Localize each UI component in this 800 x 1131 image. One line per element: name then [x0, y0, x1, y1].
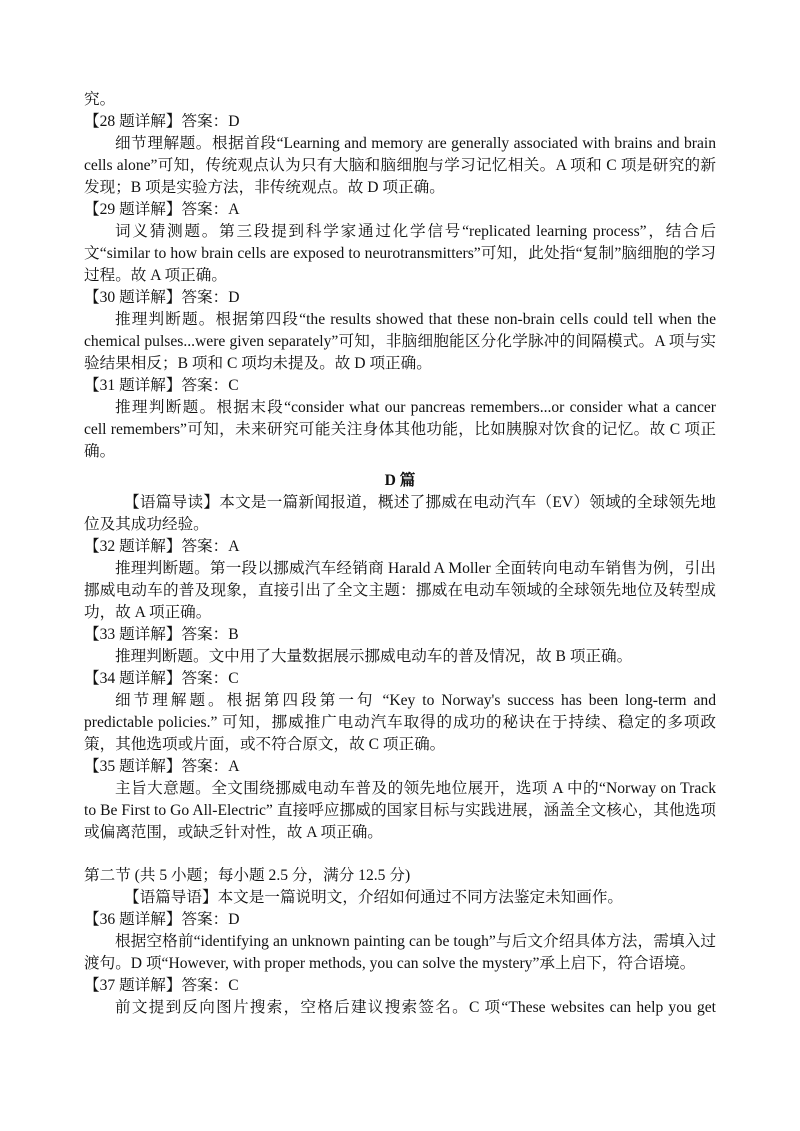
answer-header: 【37 题详解】答案：C	[84, 977, 239, 994]
explanation-body: 细节理解题。根据第四段第一句 “Key to Norway's success has been long-term and predictable policies.” 可知，挪威推广电动汽车取得的成功的秘诀在于持续、稳定的多项政策，其他选项或片面，或不符合原文，故 C 项正确。	[84, 692, 716, 753]
question-explanation-33	[84, 624, 716, 668]
question-explanation-35	[84, 756, 716, 844]
answer-header: 【32 题详解】答案：A	[84, 538, 240, 555]
answer-header: 【33 题详解】答案：B	[84, 626, 239, 643]
explanation-body: 推理判断题。文中用了大量数据展示挪威电动车的普及情况，故 B 项正确。	[115, 648, 633, 665]
explanation-body: 前文提到反向图片搜索，空格后建议搜索签名。C 项“These websites can help you get	[115, 999, 716, 1016]
passage-guide: 【语篇导语】本文是一篇说明文，介绍如何通过不同方法鉴定未知画作。	[124, 889, 624, 906]
explanation-body: 推理判断题。根据末段“consider what our pancreas remembers...or consider what a cancer cell remembers”可知，未来研究可能关注身体其他功能，比如胰腺对饮食的记忆。故 C 项正确。	[84, 399, 716, 460]
document-page	[84, 89, 716, 1019]
answer-header: 【36 题详解】答案：D	[84, 911, 240, 928]
continued-text: 究。	[84, 91, 116, 108]
answer-header: 【31 题详解】答案：C	[84, 377, 239, 394]
explanation-body: 主旨大意题。全文围绕挪威电动车普及的领先地位展开，选项 A 中的“Norway on Track to Be First to Go All-Electric” 直接呼应挪威的国家目标与实践进展，涵盖全文核心，其他选项或偏离范围，或缺乏针对性，故 A 项正确。	[84, 780, 716, 841]
explanation-body: 推理判断题。根据第四段“the results showed that these non-brain cells could tell when the chemical pulses...were given separately”可知，非脑细胞能区分化学脉冲的间隔模式。A 项与实验结果相反；B 项和 C 项均未提及。故 D 项正确。	[84, 311, 716, 372]
section-two-title: 第二节 (共 5 小题；每小题 2.5 分，满分 12.5 分)	[84, 867, 411, 884]
answer-header: 【34 题详解】答案：C	[84, 670, 239, 687]
question-explanation-37	[84, 975, 716, 1019]
question-explanation-34	[84, 668, 716, 756]
answer-header: 【28 题详解】答案：D	[84, 113, 240, 130]
question-explanation-32	[84, 536, 716, 624]
question-explanation-30	[84, 287, 716, 375]
passage-guide: 【语篇导读】本文是一篇新闻报道，概述了挪威在电动汽车（EV）领域的全球领先地位及其成功经验。	[84, 494, 716, 533]
question-explanation-29	[84, 199, 716, 287]
question-explanation-31	[84, 375, 716, 463]
question-explanation-28	[84, 111, 716, 199]
answer-header: 【35 题详解】答案：A	[84, 758, 240, 775]
answer-header: 【29 题详解】答案：A	[84, 201, 240, 218]
explanation-body: 词义猜测题。第三段提到科学家通过化学信号“replicated learning process”，结合后文“similar to how brain cells are exposed to neurotransmitters”可知，此处指“复制”脑细胞的学习过程。故 A 项正确。	[84, 223, 716, 284]
explanation-body: 细节理解题。根据首段“Learning and memory are generally associated with brains and brain cells alone”可知，传统观点认为只有大脑和脑细胞与学习记忆相关。A 项和 C 项是研究的新发现；B 项是实验方法，非传统观点。故 D 项正确。	[84, 135, 716, 196]
question-explanation-36	[84, 909, 716, 975]
explanation-body: 根据空格前“identifying an unknown painting can be tough”与后文介绍具体方法，需填入过渡句。D 项“However, with proper methods, you can solve the mystery”承上启下，符合语境。	[84, 933, 716, 972]
section-title-d: D 篇	[384, 472, 416, 489]
answer-header: 【30 题详解】答案：D	[84, 289, 240, 306]
explanation-body: 推理判断题。第一段以挪威汽车经销商 Harald A Moller 全面转向电动车销售为例，引出挪威电动车的普及现象，直接引出了全文主题：挪威在电动车领域的全球领先地位及转型成功，故 A 项正确。	[84, 560, 716, 621]
